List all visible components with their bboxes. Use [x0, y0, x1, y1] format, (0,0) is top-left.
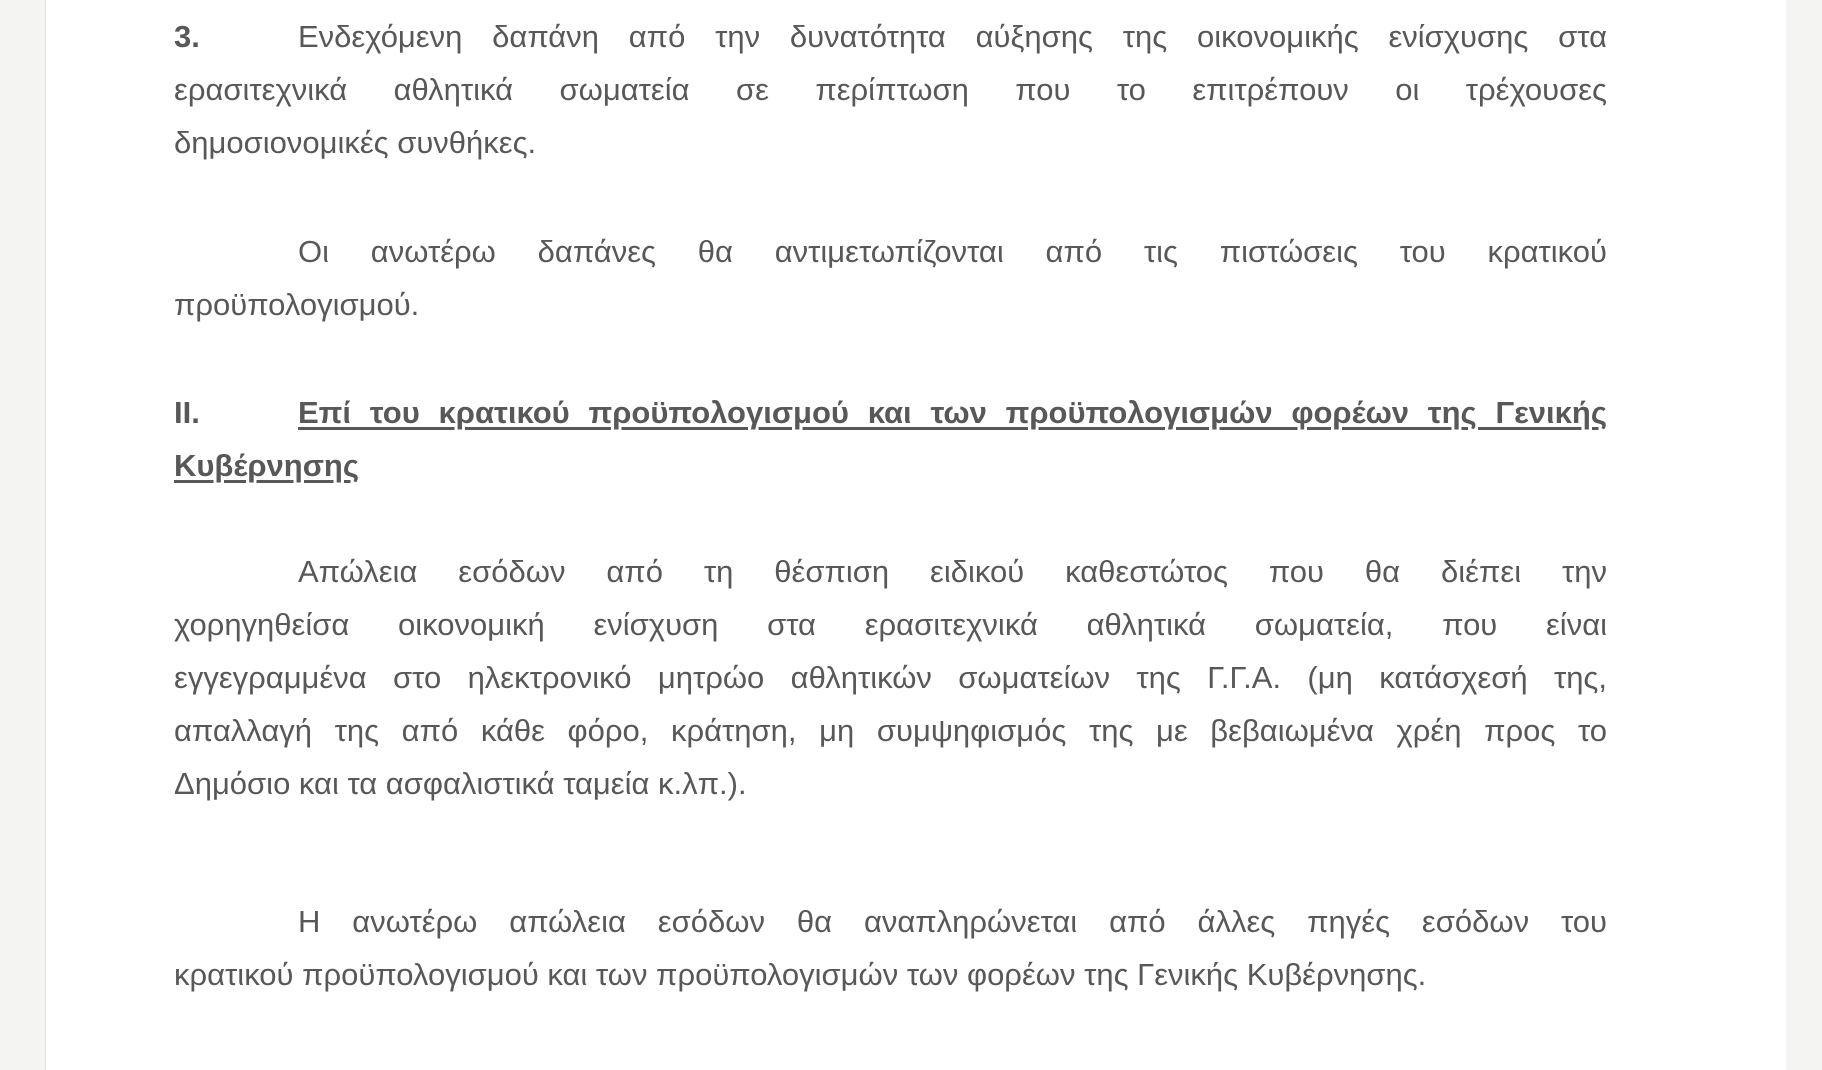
page-margin — [1786, 0, 1822, 1070]
section-3-line-3: δημοσιονομικές συνθήκες. — [174, 125, 537, 160]
document-page — [46, 0, 1786, 1070]
section-ii-heading-line-1 — [174, 386, 1607, 439]
section-ii-title-cont: Κυβέρνησης — [174, 448, 359, 483]
replenishment-line-2: κρατικού προϋπολογισμού και των προϋπολογισμών των φορέων της Γενικής Κυβέρνησης. — [174, 957, 1427, 992]
section-3-line-2: ερασιτεχνικά αθλητικά σωματεία σε περίπτωση που το επιτρέπουν οι τρέχουσες — [174, 72, 1607, 107]
section-3-text: Ενδεχόμενη δαπάνη από την δυνατότητα αύξησης της οικονομικής ενίσχυσης στα — [298, 19, 1607, 54]
section-ii-title: Επί του κρατικού προϋπολογισμού και των προϋπολογισμών φορέων της Γενικής — [298, 395, 1607, 430]
section-3-paragraph — [174, 10, 1607, 169]
section-ii-heading-line-2 — [174, 439, 1607, 492]
revenue-loss-line-3: εγγεγραμμένα στο ηλεκτρονικό μητρώο αθλητικών σωματείων της Γ.Γ.Α. (μη κατάσχεσή της, — [174, 660, 1607, 695]
section-3-line-1 — [174, 10, 1607, 63]
section-ii-heading — [174, 386, 1607, 492]
revenue-loss-line-4: απαλλαγή της από κάθε φόρο, κράτηση, μη συμψηφισμός της με βεβαιωμένα χρέη προς το — [174, 713, 1607, 748]
section-number: II. — [174, 395, 200, 430]
replenishment-line-1: Η ανωτέρω απώλεια εσόδων θα αναπληρώνεται από άλλες πηγές εσόδων του — [298, 904, 1607, 939]
revenue-loss-line-1: Απώλεια εσόδων από τη θέσπιση ειδικού καθεστώτος που θα διέπει την — [298, 554, 1607, 589]
replenishment-paragraph — [174, 895, 1607, 1001]
section-number: 3. — [174, 19, 200, 54]
funding-line-2: προϋπολογισμού. — [174, 287, 420, 322]
funding-line-1: Οι ανωτέρω δαπάνες θα αντιμετωπίζονται από τις πιστώσεις του κρατικού — [298, 234, 1607, 269]
revenue-loss-paragraph — [174, 545, 1607, 810]
revenue-loss-line-2: χορηγηθείσα οικονομική ενίσχυση στα ερασιτεχνικά αθλητικά σωματεία, που είναι — [174, 607, 1607, 642]
revenue-loss-line-5: Δημόσιο και τα ασφαλιστικά ταμεία κ.λπ.). — [174, 766, 747, 801]
funding-paragraph — [174, 225, 1607, 331]
